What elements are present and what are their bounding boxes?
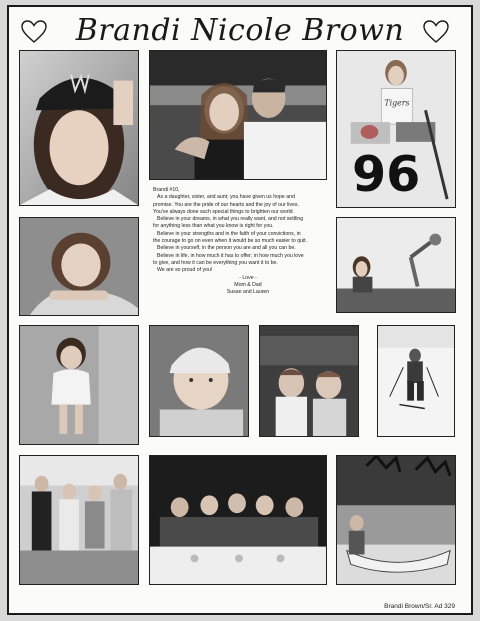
letter-line: Believe in yourself, in the person you are and all you can be. <box>157 245 296 252</box>
heart-icon <box>423 19 449 45</box>
letter-line: Believe in your dreams, in what you really want, and not settling <box>157 216 304 223</box>
letter-line: As a daughter, sister, and aunt; you have given us hope and <box>157 194 295 201</box>
letter-line: You've always done such special things to brighten our world. <box>153 208 294 215</box>
photo-couple-sunset <box>149 50 327 180</box>
page-footer: Brandi Brown/Sr. Ad 329 <box>384 603 455 610</box>
photo-family-group <box>19 455 139 585</box>
photo-two-girls-outdoors <box>336 217 456 313</box>
jersey-number: 96 <box>351 145 421 204</box>
jersey-text: Tigers <box>384 98 410 108</box>
letter-signature: Mom & Dad <box>234 281 262 288</box>
letter-closing: - Love - <box>239 274 257 281</box>
yearbook-page <box>7 5 473 615</box>
letter-line: the courage to go on even when it would be so much easier to quit. <box>153 238 307 245</box>
letter-line: to give, and how it can be everything you want it to be. <box>153 259 278 266</box>
letter-signature: Susan and Lauren <box>226 289 270 296</box>
letter-line: for anything less than what you know is right for you. <box>153 223 274 230</box>
letter-line: Believe in your strengths and in the faith of your convictions, in <box>157 230 301 237</box>
photo-skier <box>377 325 455 437</box>
photo-portrait-baseball-cap <box>19 50 139 206</box>
photo-softball-96 <box>336 50 456 208</box>
parents-letter <box>153 187 343 327</box>
photo-baby-girl-standing <box>19 325 139 445</box>
photo-boat-palms <box>336 455 456 585</box>
letter-greeting: Brandi #10, <box>153 187 180 193</box>
heart-icon <box>21 19 47 45</box>
photo-two-boys <box>259 325 359 437</box>
letter-line: We are so proud of you! <box>157 267 213 274</box>
photo-portrait-lying <box>19 217 139 316</box>
page-title: Brandi Nicole Brown <box>75 13 405 48</box>
title-row <box>9 11 471 51</box>
letter-line: Believe in life, in how much it has to offer; in how much you love <box>157 252 304 259</box>
letter-line: promise. You are the pride of our hearts and the joy of our lives. <box>153 201 299 208</box>
photo-baby-hat <box>149 325 249 437</box>
photo-dinner-table <box>149 455 327 585</box>
